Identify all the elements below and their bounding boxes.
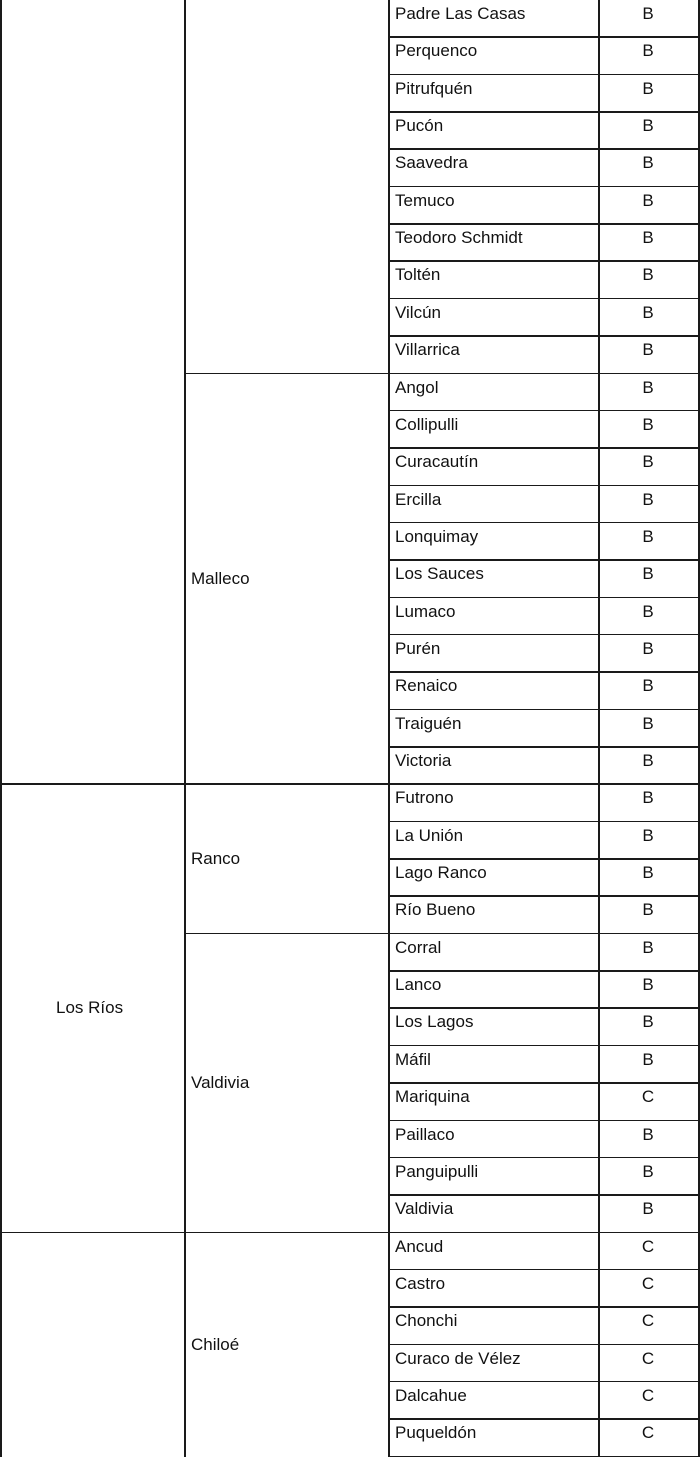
commune-name: Valdivia (395, 1199, 454, 1219)
commune-name: Villarrica (395, 340, 460, 360)
commune-name: Pitrufquén (395, 78, 473, 98)
row-rule (388, 1232, 700, 1234)
commune-name: Puqueldón (395, 1423, 477, 1443)
zone-value: B (642, 900, 654, 920)
row-rule (388, 223, 700, 225)
row-rule (388, 148, 700, 150)
row-rule (388, 1007, 700, 1009)
commune-name: Máfil (395, 1049, 431, 1069)
zone-value: B (642, 788, 654, 808)
province-name: Chiloé (191, 1334, 240, 1354)
zone-value: C (641, 1273, 655, 1293)
zone-value: B (642, 1199, 654, 1219)
row-rule (388, 746, 700, 748)
row-rule (388, 260, 700, 262)
commune-name: Dalcahue (395, 1385, 467, 1405)
column-rule (698, 0, 700, 1457)
commune-name: Los Lagos (395, 1012, 474, 1032)
row-rule (388, 74, 700, 76)
zone-value: B (642, 116, 654, 136)
zone-value: B (642, 190, 654, 210)
zone-value: C (641, 1348, 655, 1368)
zone-value: B (642, 1012, 654, 1032)
zone-value: B (642, 863, 654, 883)
commune-name: Mariquina (395, 1087, 470, 1107)
zone-value: B (642, 564, 654, 584)
column-rule (388, 0, 390, 1457)
province-name: Ranco (191, 849, 241, 869)
zone-value: B (642, 265, 654, 285)
row-rule (388, 970, 700, 972)
row-rule (388, 1120, 700, 1122)
commune-name: Ercilla (395, 489, 442, 509)
row-rule (388, 1194, 700, 1196)
row-rule (388, 559, 700, 561)
zone-value: B (642, 1161, 654, 1181)
column-rule (184, 0, 186, 1457)
row-rule (388, 410, 700, 412)
zone-value: B (642, 452, 654, 472)
commune-name: Lanco (395, 975, 442, 995)
zone-value: C (641, 1423, 655, 1443)
row-rule (388, 485, 700, 487)
commune-name: Los Sauces (395, 564, 484, 584)
row-rule (388, 1045, 700, 1047)
zone-value: C (641, 1385, 655, 1405)
province-rule (184, 933, 388, 935)
commune-name: Purén (395, 638, 441, 658)
commune-name: Lumaco (395, 601, 456, 621)
zone-value: B (642, 526, 654, 546)
commune-name: Padre Las Casas (395, 4, 526, 23)
zone-value: B (642, 713, 654, 733)
region-rule (0, 1232, 184, 1234)
commune-name: Pucón (395, 116, 444, 136)
zone-value: B (642, 751, 654, 770)
zone-value: B (642, 601, 654, 621)
zone-value: B (642, 41, 654, 61)
row-rule (388, 933, 700, 935)
zone-value: B (642, 975, 654, 995)
commune-name: Paillaco (395, 1124, 455, 1144)
commune-name: Angol (395, 377, 439, 397)
zone-value: B (642, 4, 654, 23)
province-rule (184, 373, 388, 375)
row-rule (388, 335, 700, 337)
commune-name: Curaco de Vélez (395, 1348, 521, 1368)
province-rule (184, 1232, 388, 1234)
row-rule (388, 373, 700, 375)
row-rule (388, 597, 700, 599)
province-name: Malleco (191, 568, 250, 588)
row-rule (388, 671, 700, 673)
commune-name: Collipulli (395, 414, 459, 434)
zone-value: B (642, 638, 654, 658)
zone-value: B (642, 228, 654, 248)
commune-name: Saavedra (395, 153, 468, 173)
row-rule (388, 821, 700, 823)
row-rule (388, 709, 700, 711)
commune-name: Chonchi (395, 1311, 458, 1331)
row-rule (388, 895, 700, 897)
zone-value: B (642, 489, 654, 509)
zone-value: B (642, 1124, 654, 1144)
zone-value: B (642, 78, 654, 98)
row-rule (388, 298, 700, 300)
row-rule (388, 1381, 700, 1383)
row-rule (388, 858, 700, 860)
commune-name: Castro (395, 1273, 446, 1293)
row-rule (388, 1157, 700, 1159)
row-rule (388, 111, 700, 113)
row-rule (388, 1344, 700, 1346)
commune-name: Lonquimay (395, 526, 479, 546)
province-rule (184, 783, 388, 785)
commune-name: Victoria (395, 751, 452, 770)
commune-name: Lago Ranco (395, 863, 487, 883)
row-rule (388, 36, 700, 38)
commune-name: Renaico (395, 676, 458, 696)
row-rule (388, 522, 700, 524)
commune-name: Perquenco (395, 41, 478, 61)
commune-name: Corral (395, 937, 442, 957)
commune-name: Toltén (395, 265, 441, 285)
commune-name: Vilcún (395, 302, 441, 322)
region-rule (0, 783, 184, 785)
row-rule (388, 186, 700, 188)
zone-value: B (642, 153, 654, 173)
commune-name: Traiguén (395, 713, 462, 733)
zone-value: C (641, 1087, 655, 1107)
row-rule (388, 1269, 700, 1271)
commune-name: Temuco (395, 190, 455, 210)
zone-value: C (641, 1236, 655, 1256)
zone-value: C (641, 1311, 655, 1331)
row-rule (388, 783, 700, 785)
row-rule (388, 1418, 700, 1420)
row-rule (388, 634, 700, 636)
commune-name: Curacautín (395, 452, 479, 472)
commune-name: Teodoro Schmidt (395, 228, 523, 248)
zone-value: B (642, 340, 654, 360)
commune-name: Panguipulli (395, 1161, 479, 1181)
province-name: Valdivia (191, 1073, 250, 1093)
zone-value: B (642, 937, 654, 957)
zone-value: B (642, 676, 654, 696)
zone-value: B (642, 302, 654, 322)
zone-value: B (642, 825, 654, 845)
commune-name: Ancud (395, 1236, 444, 1256)
row-rule (388, 1306, 700, 1308)
commune-name: Futrono (395, 788, 454, 808)
commune-name: Río Bueno (395, 900, 476, 920)
commune-name: La Unión (395, 825, 464, 845)
zone-value: B (642, 377, 654, 397)
region-name: Los Ríos (56, 998, 124, 1018)
zone-value: B (642, 414, 654, 434)
zone-value: B (642, 1049, 654, 1069)
row-rule (388, 447, 700, 449)
row-rule (388, 1082, 700, 1084)
column-rule (0, 0, 2, 1457)
